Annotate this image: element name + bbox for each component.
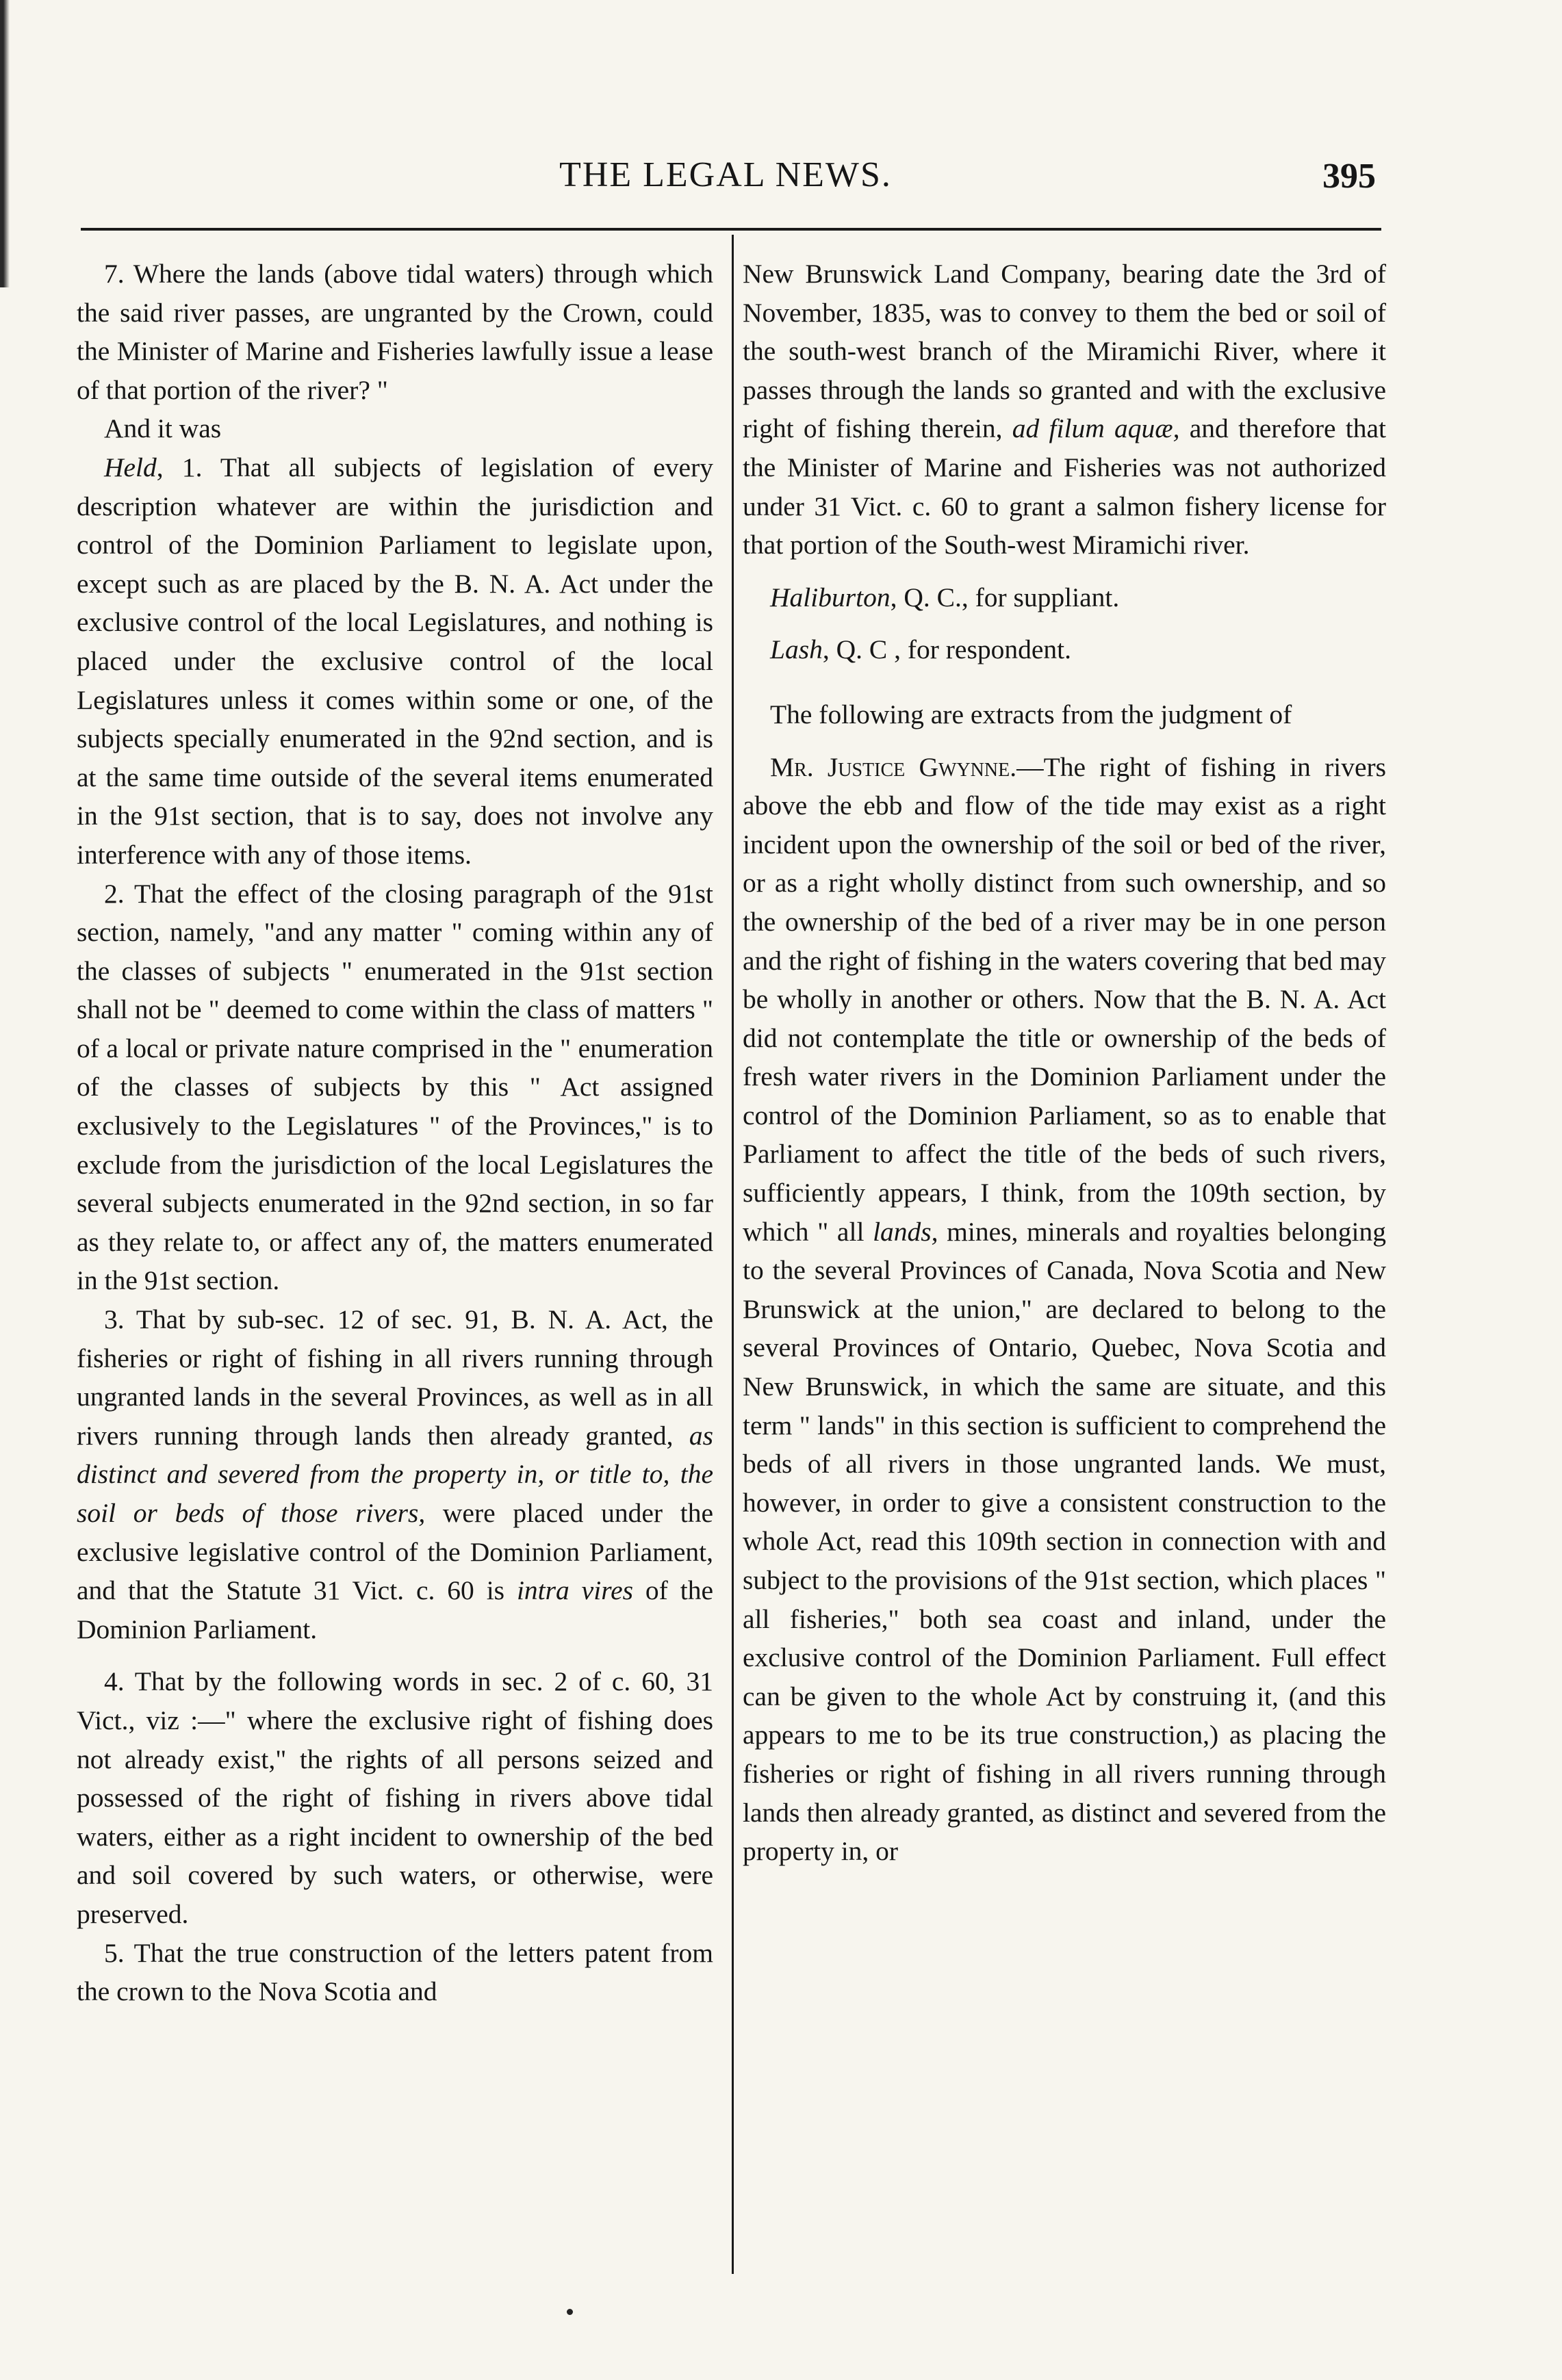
question-7: 7. Where the lands (above tidal waters) through which the said river passes, are ungranted by the Crown, could the Minister of Marine and Fisheries lawfully issue a lease of that portion of the river? " (77, 259, 713, 405)
right-column (743, 255, 1386, 1871)
holding-4: 4. That by the following words in sec. 2 of c. 60, 31 Vict., viz :—" where the exclusive right of fishing does not already exist," the rights of all persons seized and possessed of the right of fishing in rivers above tidal waters, either as a right incident to ownership of the bed and soil covered by such waters, or otherwise, were preserved. (77, 1666, 713, 1929)
holding-5-continued (743, 255, 1386, 565)
footer-dot (567, 2309, 573, 2315)
holding-2: 2. That the effect of the closing paragraph of the 91st section, namely, "and any matter " coming within any of the classes of subjects " enumerated in the 91st section shall not be " deemed to come within the class of matters " of a local or private nature comprised in the " enumeration of the classes of subjects by this " Act assigned exclusively to the Legislatures " of the Provinces," is to exclude from the jurisdiction of the local Legislatures the several subjects enumerated in the 92nd section, in so far as they relate to, or affect any of, the matters enumerated in the 91st section. (77, 878, 713, 1296)
header-rule (81, 228, 1381, 231)
judgment-text (743, 748, 1386, 1871)
holding-5: 5. That the true construction of the letters patent from the crown to the Nova Scotia and (77, 1937, 713, 2007)
counsel-suppliant-rest: , Q. C., for suppliant. (890, 582, 1120, 612)
judgment-text-a: —The right of fishing in rivers above the ebb and flow of the tide may exist as a right incident upon the ownership of the soil or bed of the river, or as a right wholly distinct from such ownership, and so the ownership of the bed of a river may be in one person and the right of fishing in the waters covering that bed may be wholly in another or others. Now that the B. N. A. Act did not contemplate the title or ownership of the beds of fresh water rivers in the Dominion Parliament under the control of the Dominion Parliament, so as to enable that Parliament to affect the title of the beds of such rivers, sufficiently appears, I think, from the 109th section, by which " all (743, 751, 1386, 1247)
holding-5-cont-a: New Brunswick Land Company, bearing date the 3rd of November, 1835, was to convey to them the bed or soil of the south-west branch of the Miramichi River, where it passes through the lands so granted and with the exclusive right of fishing therein, (743, 259, 1386, 444)
counsel-respondent (743, 630, 1386, 669)
judgment-italic-lands: lands, (873, 1216, 938, 1247)
judgment-text-b: mines, minerals and royalties belonging to the several Provinces of Canada, Nova Scotia and New Brunswick at the union," are declared to belong to the several Provinces of Ontario, Quebec, Nova Scotia and New Brunswick, in which the same are situate, and this term " lands" in this section is sufficient to comprehend the beds of all rivers in those ungranted lands. We must, however, in order to give a consistent construction to the whole Act, read this 109th section in connection with and subject to the provisions of the 91st section, which places " all fisheries," both sea coast and inland, under the exclusive control of the Dominion Parliament. Full effect can be given to the whole Act by construing it, (and this appears to me to be its true construction,) as placing the fisheries or right of fishing in all rivers running through lands then already granted, as distinct and severed from the property in, or (743, 1216, 1387, 1867)
and-it-was: And it was (104, 413, 222, 444)
counsel-respondent-rest: , Q. C , for respondent. (822, 634, 1071, 665)
holding-1 (77, 448, 713, 875)
holding-3-text-b: were placed under the exclusive legislative control of the Dominion Parliament, and that the Statute 31 Vict. c. 60 is (77, 1498, 713, 1606)
page-number: 395 (1322, 157, 1376, 196)
holding-3-text-c: of the Dominion Parliament. (77, 1575, 713, 1644)
holding-5-cont-b: and therefore that the Minister of Marine and Fisheries was not authorized under 31 Vict. c. 60 to grant a salmon fishery license for that portion of the South-west Miramichi river. (743, 413, 1386, 560)
counsel-suppliant (743, 578, 1386, 617)
column-divider (732, 235, 734, 2274)
judge-name: Mr. Justice Gwynne. (770, 751, 1017, 782)
page-header (75, 142, 1376, 197)
judgment-intro: The following are extracts from the judgment of (770, 699, 1292, 729)
page-edge-shadow (0, 0, 11, 287)
holding-3 (77, 1300, 713, 1648)
counsel-respondent-name: Lash (770, 634, 823, 665)
held-label: Held (104, 452, 157, 482)
holding-3-italic: as distinct and severed from the property in, or title to, the soil or beds of those rivers, (77, 1420, 713, 1528)
ad-filum-aquae: ad filum aquæ, (1012, 413, 1180, 444)
running-title: THE LEGAL NEWS. (559, 155, 892, 194)
counsel-suppliant-name: Haliburton (770, 582, 891, 612)
holding-1-text: , 1. That all subjects of legislation of every description whatever are within the jurisdiction and control of the Dominion Parliament to legislate upon, except such as are placed by the B. N. A. Act under the exclusive control of the local Legislatures, and nothing is placed under the exclusive control of the local Legislatures unless it comes within some or one, of the subjects specially enumerated in the 92nd section, and is at the same time outside of the several items enumerated in the 91st section, that is to say, does not involve any interference with any of those items. (77, 452, 713, 870)
holding-3-text-a: 3. That by sub-sec. 12 of sec. 91, B. N. A. Act, the fisheries or right of fishing in all rivers running through ungranted lands in the several Provinces, as well as in all rivers running through lands then already granted, (77, 1304, 713, 1451)
holding-3-intra-vires: intra vires (516, 1575, 633, 1606)
left-column (77, 255, 713, 2011)
